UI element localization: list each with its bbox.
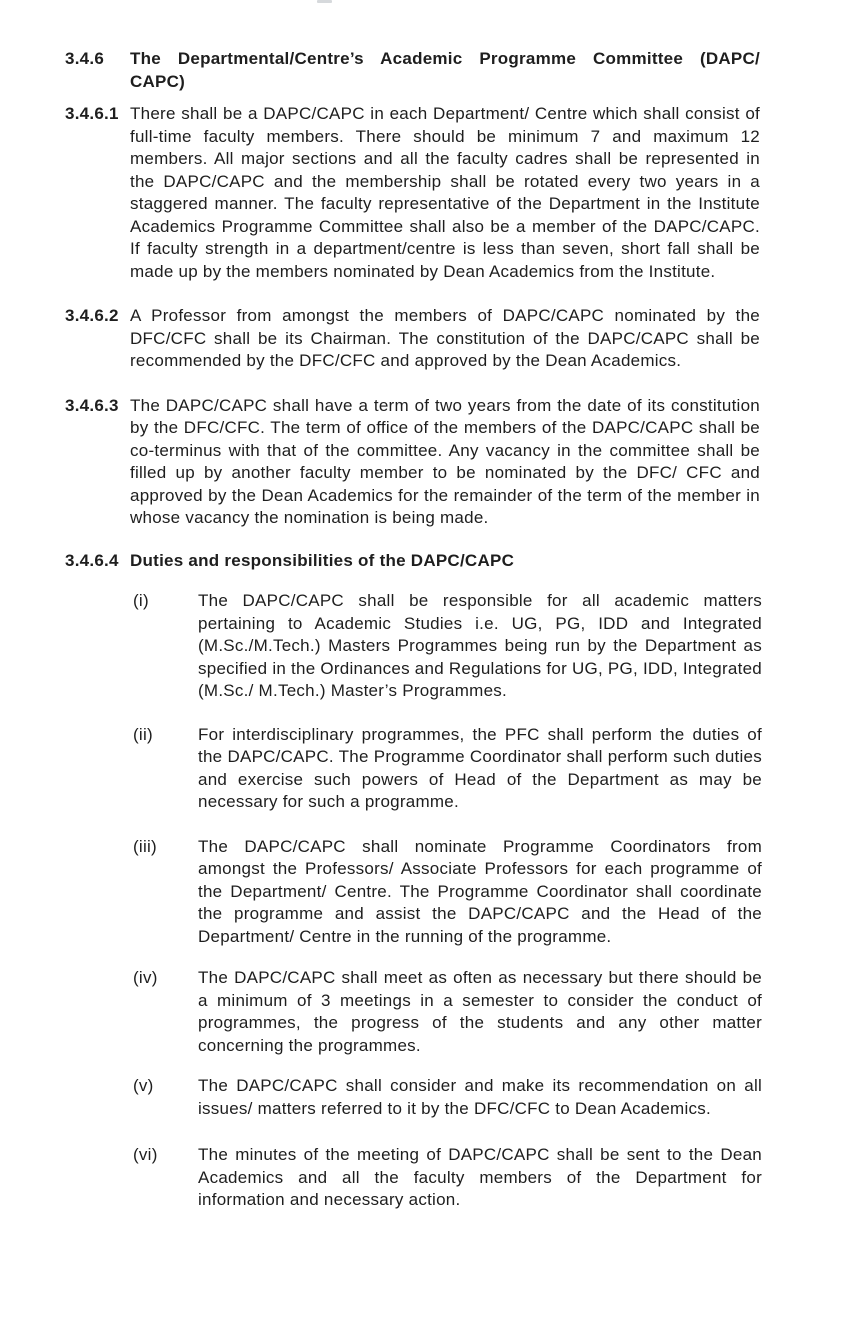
clause-text: The DAPC/CAPC shall have a term of two years from the date of its constitution by the DFC/CFC. The term of office of the members of the DAPC/CAPC shall be co-terminus with that of the committee. Any vacancy in the committee shall be filled up by another faculty member to be nominated by the DFC/ CFC and approved by the Dean Academics for the remainder of the term of the member in whose vacancy the nomination is being made.	[130, 395, 760, 527]
clause	[65, 103, 863, 283]
clause-number: 3.4.6.2	[65, 306, 119, 325]
subsection-title: Duties and responsibilities of the DAPC/CAPC	[130, 550, 515, 570]
clause-text: A Professor from amongst the members of DAPC/CAPC nominated by the DFC/CFC shall be its Chairman. The constitution of the DAPC/CAPC shall be recommended by the DFC/CFC and approved by the Dean Academics.	[130, 306, 760, 370]
clause-number: 3.4.6.1	[65, 104, 119, 123]
clause-number: 3.4.6.3	[65, 395, 119, 415]
section-heading	[65, 47, 863, 93]
subsection-heading	[65, 550, 863, 573]
list-item-text: For interdisciplinary programmes, the PFC shall perform the duties of the DAPC/CAPC. The Programme Coordinator shall perform such duties and exercise such powers of Head of the Department as may be necessary for such a programme.	[198, 724, 762, 811]
list-item-marker: (i)	[133, 591, 149, 610]
clause-text: There shall be a DAPC/CAPC in each Department/ Centre which shall consist of full-time faculty members. There should be minimum 7 and maximum 12 members. All major sections and all the faculty cadres shall be represented in the DAPC/CAPC and the membership shall be rotated every two years in a staggered manner. The faculty representative of the Department in the Institute Academics Programme Committee shall also be a member of the DAPC/CAPC. If faculty strength in a department/centre is less than seven, short fall shall be made up by the members nominated by Dean Academics from the Institute.	[130, 104, 760, 281]
list-item	[130, 1075, 863, 1120]
section-number: 3.4.6	[65, 49, 105, 68]
section-title: The Departmental/Centre’s Academic Programme Committee (DAPC/ CAPC)	[130, 49, 760, 91]
list-item-text: The DAPC/CAPC shall be responsible for all academic matters pertaining to Academic Studies i.e. UG, PG, IDD and Integrated (M.Sc./M.Tech.) Masters Programmes being run by the Department as specified in the Ordinances and Regulations for UG, PG, IDD, Integrated (M.Sc./ M.Tech.) Master’s Programmes.	[198, 591, 762, 700]
list-item-marker: (iv)	[133, 968, 158, 987]
list-item-text: The minutes of the meeting of DAPC/CAPC shall be sent to the Dean Academics and all the faculty members of the Department for information and necessary action.	[198, 1145, 762, 1209]
list-item	[130, 967, 863, 1057]
clause	[65, 395, 863, 530]
list-item-marker: (iii)	[133, 836, 157, 856]
page-top-artifact	[317, 0, 332, 3]
list-item-text: The DAPC/CAPC shall nominate Programme Coordinators from amongst the Professors/ Associate Professors for each programme of the Department/ Centre. The Programme Coordinator shall coordinate the programme and assist the DAPC/CAPC and the Head of the Department/ Centre in the running of the programme.	[198, 836, 762, 946]
list-item	[130, 590, 863, 703]
list-item-marker: (ii)	[133, 724, 153, 744]
list-item	[130, 836, 863, 949]
list-item-text: The DAPC/CAPC shall consider and make its recommendation on all issues/ matters referred to it by the DFC/CFC to Dean Academics.	[198, 1076, 762, 1118]
list-item-marker: (v)	[133, 1076, 154, 1095]
subsection-number: 3.4.6.4	[65, 550, 119, 570]
clause	[65, 305, 863, 373]
list-item	[130, 1144, 863, 1212]
list-item	[130, 724, 863, 814]
list-item-marker: (vi)	[133, 1145, 158, 1164]
list-item-text: The DAPC/CAPC shall meet as often as necessary but there should be a minimum of 3 meetings in a semester to consider the conduct of programmes, the progress of the students and any other matter concerning the programmes.	[198, 968, 762, 1055]
duties-list	[130, 590, 863, 1212]
